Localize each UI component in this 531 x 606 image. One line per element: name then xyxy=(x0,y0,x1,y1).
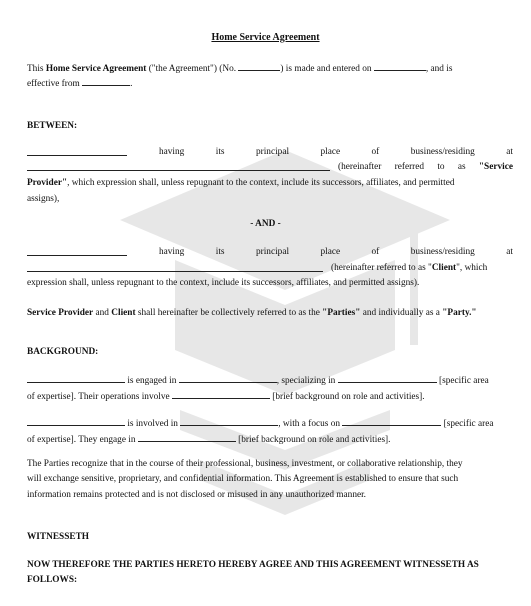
agreement-number-field[interactable] xyxy=(238,61,280,71)
service-provider-name-field[interactable] xyxy=(27,146,130,160)
witnesseth-heading: WITNESSETH xyxy=(27,532,90,542)
recognition-line-3: information remains protected and is not disclosed or misused in any unauthorized manner. xyxy=(27,490,366,500)
recognition-line-1: The Parties recognize that in the course of their professional, business, investment, or collaborative relationship, they xyxy=(27,459,463,469)
client-hereinafter: (hereinafter referred to as "Client", which xyxy=(331,263,488,273)
client-address-field[interactable] xyxy=(27,262,323,276)
party1-name-field[interactable] xyxy=(27,373,125,383)
and-separator: - AND - xyxy=(250,219,281,229)
entered-on-date-field[interactable] xyxy=(374,61,426,71)
recognition-line-2: will exchange sensitive, proprietary, and confidential information. This Agreement is established to ensure that such xyxy=(27,474,459,484)
party1-industry-field[interactable] xyxy=(179,373,277,383)
party2-industry-field[interactable] xyxy=(180,416,278,426)
background-heading: BACKGROUND: xyxy=(27,347,99,357)
party2-activities-field[interactable] xyxy=(138,432,236,442)
between-heading: BETWEEN: xyxy=(27,121,78,131)
intro-line-2: effective from . xyxy=(27,76,132,90)
service-provider-hereinafter: (hereinafter referred to as "Service xyxy=(338,162,513,172)
document-title: Home Service Agreement xyxy=(211,32,320,43)
party1-specialty-field[interactable] xyxy=(338,373,437,383)
service-provider-address-intro: having its principal place of business/residing at xyxy=(159,147,513,157)
now-therefore-line-2: FOLLOWS: xyxy=(27,575,78,585)
background-party1-line2: of expertise]. Their operations involve [brief background on role and activities]. xyxy=(27,389,425,403)
now-therefore-line-1: NOW THEREFORE THE PARTIES HERETO HEREBY AGREE AND THIS AGREEMENT WITNESSETH AS xyxy=(27,560,479,570)
background-party2-line1: is involved in , with a focus on [specific area xyxy=(27,416,493,430)
party1-operations-field[interactable] xyxy=(172,389,270,399)
client-address-intro: having its principal place of business/residing at xyxy=(159,247,513,257)
client-name-field[interactable] xyxy=(27,246,130,260)
party2-focus-field[interactable] xyxy=(342,416,441,426)
party2-name-field[interactable] xyxy=(27,416,125,426)
background-party1-line1: is engaged in , specializing in [specific area xyxy=(27,373,489,387)
background-party2-line2: of expertise]. They engage in [brief background on role and activities]. xyxy=(27,432,390,446)
client-line-3: expression shall, unless repugnant to the context, include its successors, affiliates, and permitted assigns). xyxy=(27,278,420,288)
service-provider-line-3: Provider", which expression shall, unless repugnant to the context, include its successors, affiliates, and permitted xyxy=(27,178,455,188)
effective-date-field[interactable] xyxy=(82,76,130,86)
service-provider-line-4: assigns), xyxy=(27,194,60,204)
intro-line-1: This Home Service Agreement ("the Agreement") (No. ) is made and entered on , and is xyxy=(27,61,452,75)
service-provider-address-field[interactable] xyxy=(27,161,330,175)
parties-definition: Service Provider and Client shall hereinafter be collectively referred to as the "Parties" and individually as a "Party." xyxy=(27,308,477,318)
